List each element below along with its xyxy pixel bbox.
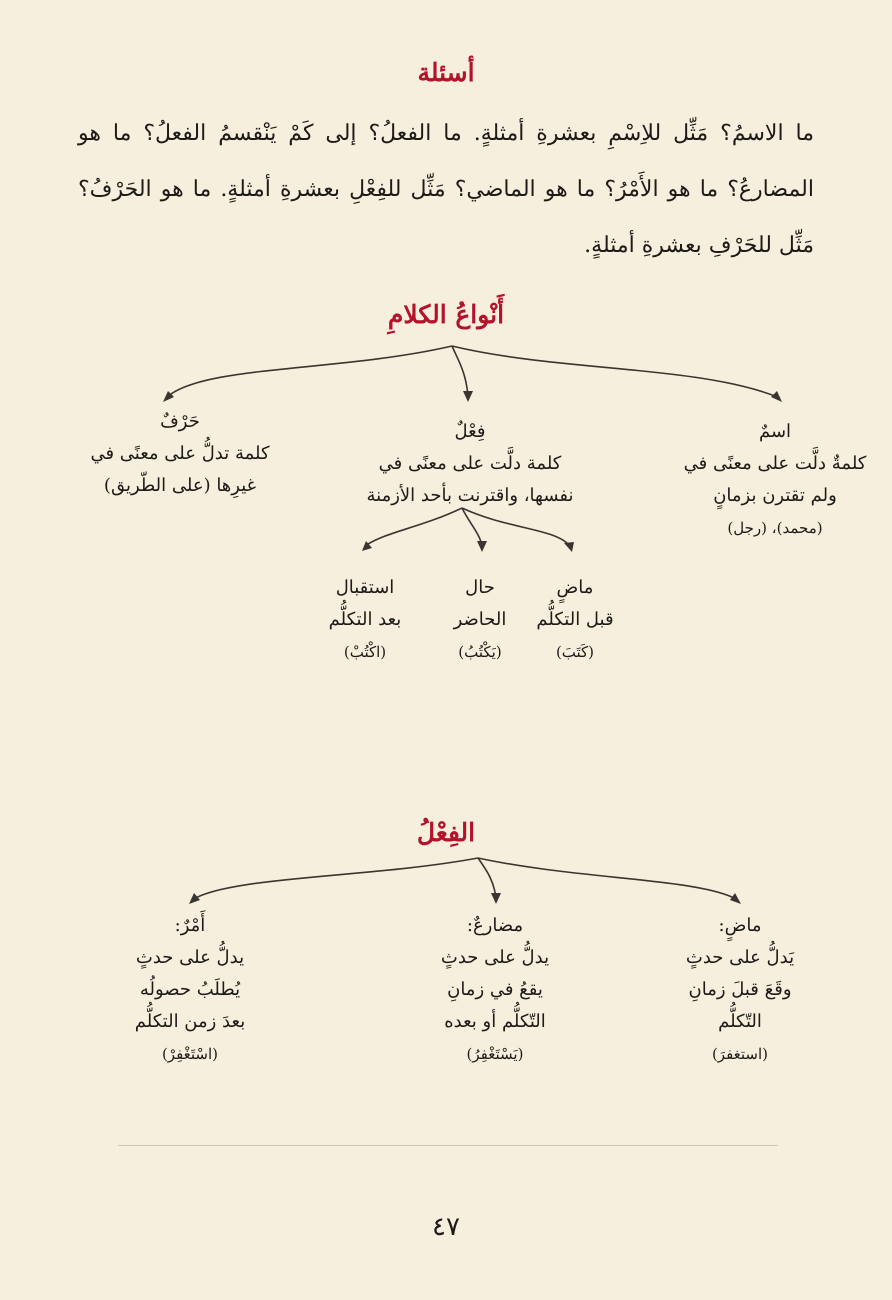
node-harf-heading: حَرْفٌ (160, 411, 200, 432)
node-verb-amr-line2: يُطلَبُ حصولُه (139, 979, 241, 1000)
node-ism-line2: ولم تقترن بزمانٍ (713, 485, 837, 506)
node-verb-madi-line3: التّكلُّم (718, 1011, 762, 1032)
node-madi-tense-example: (كَتَبَ) (555, 643, 595, 661)
arrow-mudari (491, 893, 501, 904)
questions-paragraph: ما الاسمُ؟ مَثِّل للاِسْمِ بعشرةِ أمثلةٍ. ما الفعلُ؟ إلى كَمْ يَنْقسمُ الفعلُ؟ ما هو المضارعُ؟ ما هو الأَمْرُ؟ ما هو الماضي؟ مَثِّل للفِعْلِ بعشرةِ أمثلةٍ. ما هو الحَرْفُ؟ مَثِّل للحَرْفِ بعشرةِ أمثلةٍ. (78, 121, 814, 258)
node-fil-line1: كلمة دلَّت على معنًى في (378, 453, 562, 474)
node-madi-tense (520, 572, 630, 668)
node-verb-madi (640, 910, 840, 1070)
branch-to-istiqbal (365, 508, 462, 546)
node-verb-amr (85, 910, 295, 1070)
arrow-madi-tense (564, 542, 574, 552)
arrow-ism (771, 391, 782, 402)
node-verb-amr-heading: أَمْرٌ: (174, 915, 206, 936)
node-verb-madi-line2: وقَعَ قبلَ زمانِ (688, 979, 792, 1000)
branch-to-mudari (478, 858, 496, 898)
tense-branches (362, 508, 574, 552)
node-istiqbal-heading: استقبال (335, 577, 395, 598)
types-diagram-title: أَنْواعُ الكلامِ (387, 300, 505, 329)
node-verb-amr-line3: بعدَ زمن التكلُّم (134, 1011, 246, 1032)
branch-to-hal (462, 508, 482, 546)
node-hal (425, 572, 535, 668)
verb-branches (189, 858, 741, 904)
node-istiqbal-example: (اكْتُبْ) (343, 643, 387, 661)
node-hal-example: (يَكْتُبُ) (458, 643, 502, 661)
node-verb-mudari-heading: مضارعٌ: (466, 915, 524, 936)
node-harf-line2: غيرِها (على الطّريق) (103, 475, 257, 496)
section-title: أسئلة (417, 58, 475, 87)
page-number: ٤٧ (432, 1212, 460, 1242)
node-ism-heading: اسمٌ (758, 421, 792, 442)
node-madi-tense-heading: ماضٍ (556, 577, 594, 598)
footnote-rule (118, 1145, 778, 1146)
node-harf-line1: كلمة تدلُّ على معنًى في (90, 443, 270, 464)
node-harf (80, 406, 280, 502)
arrow-madi (730, 893, 741, 904)
arrow-fil (463, 391, 473, 402)
node-verb-mudari-line1: يدلُّ على حدثٍ (440, 947, 550, 968)
node-madi-tense-line1: قبل التكلُّم (536, 609, 614, 630)
node-verb-mudari-line3: التّكلُّم أو بعده (444, 1011, 546, 1032)
node-verb-mudari-example: (يَسْتَغْفِرُ) (466, 1045, 524, 1063)
node-verb-madi-heading: ماضٍ: (718, 915, 762, 936)
types-branches (163, 346, 782, 402)
node-istiqbal (305, 572, 425, 668)
branch-to-fil (452, 346, 468, 396)
node-hal-heading: حال (465, 577, 495, 598)
node-verb-madi-line1: يَدلُّ على حدثٍ (685, 947, 795, 968)
node-istiqbal-line1: بعد التكلُّم (328, 609, 402, 630)
arrow-amr (189, 893, 200, 904)
node-fil-heading: فِعْلٌ (454, 421, 486, 442)
node-verb-madi-example: (استغفرَ) (711, 1045, 769, 1063)
node-verb-mudari (390, 910, 600, 1070)
node-fil (350, 416, 590, 512)
node-ism-line1: كلمةٌ دلَّت على معنًى في (683, 453, 867, 474)
branch-to-madi-tense (462, 508, 570, 546)
node-hal-line1: الحاضر (453, 609, 507, 630)
node-verb-mudari-line2: يقعُ في زمانِ (447, 979, 543, 1000)
branch-to-ism (452, 346, 780, 398)
arrow-hal (477, 541, 487, 552)
branch-to-madi (478, 858, 738, 900)
node-fil-line2: نفسها، واقترنت بأحد الأزمنة (366, 485, 574, 506)
node-verb-amr-example: (اسْتَغْفِرْ) (161, 1045, 219, 1063)
node-verb-amr-line1: يدلُّ على حدثٍ (135, 947, 245, 968)
node-ism-example: (محمد)، (رجل) (727, 519, 823, 537)
node-ism (670, 416, 880, 544)
branch-to-harf (166, 346, 452, 398)
branch-to-amr (192, 858, 478, 900)
verb-diagram-title: الفِعْلُ (416, 818, 476, 847)
